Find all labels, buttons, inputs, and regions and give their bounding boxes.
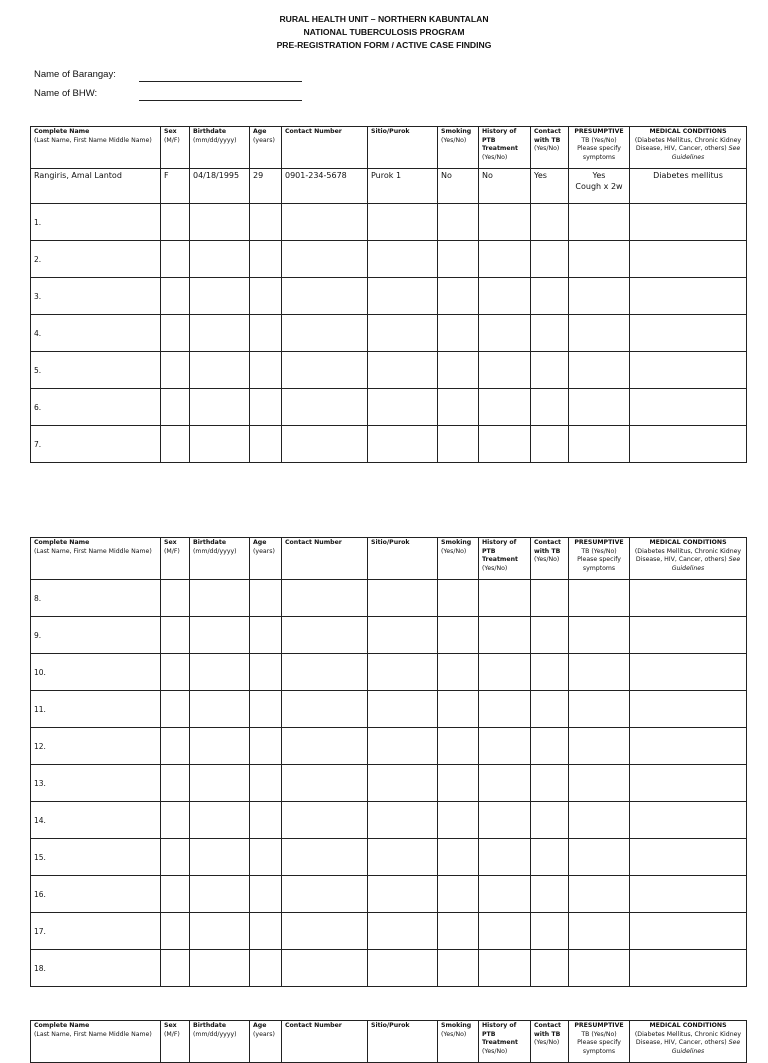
- col-name-header: Complete Name (Last Name, First Name Middle Name): [31, 127, 161, 169]
- col-birthdate-header: Birthdate (mm/dd/yyyy): [190, 1021, 250, 1063]
- col-smoking-header: Smoking (Yes/No): [438, 1021, 479, 1063]
- row-cell[interactable]: [569, 389, 630, 426]
- row-cell[interactable]: [438, 802, 479, 839]
- row-cell[interactable]: [368, 913, 438, 950]
- row-cell[interactable]: [250, 913, 282, 950]
- row-name-cell[interactable]: [31, 278, 161, 315]
- table-row: [31, 839, 747, 876]
- row-cell[interactable]: [368, 315, 438, 352]
- row-cell[interactable]: [282, 204, 368, 241]
- table-row: [31, 389, 747, 426]
- row-cell[interactable]: [569, 728, 630, 765]
- row-cell[interactable]: [190, 950, 250, 987]
- row-cell[interactable]: [282, 426, 368, 463]
- row-cell[interactable]: [569, 204, 630, 241]
- table-row: [31, 876, 747, 913]
- row-cell[interactable]: [531, 617, 569, 654]
- row-cell[interactable]: [161, 654, 190, 691]
- row-cell[interactable]: [282, 389, 368, 426]
- col-history-header: History of PTB Treatment (Yes/No): [479, 538, 531, 580]
- row-cell[interactable]: [368, 691, 438, 728]
- row-cell[interactable]: [282, 278, 368, 315]
- row-cell[interactable]: [368, 617, 438, 654]
- example-contact-tb[interactable]: Yes: [531, 169, 569, 204]
- row-cell[interactable]: [438, 352, 479, 389]
- row-cell[interactable]: [479, 876, 531, 913]
- row-cell[interactable]: [479, 617, 531, 654]
- col-presumptive-header: PRESUMPTIVE TB (Yes/No) Please specify symptoms: [569, 1021, 630, 1063]
- row-cell[interactable]: [190, 617, 250, 654]
- row-name-cell[interactable]: [31, 389, 161, 426]
- row-number: 11.: [34, 704, 46, 714]
- row-cell[interactable]: [282, 315, 368, 352]
- row-cell[interactable]: [250, 278, 282, 315]
- row-cell[interactable]: [282, 241, 368, 278]
- row-cell[interactable]: [250, 352, 282, 389]
- row-cell[interactable]: [438, 617, 479, 654]
- row-cell[interactable]: [630, 580, 747, 617]
- example-presumptive-answer: Yes: [592, 171, 606, 180]
- row-cell[interactable]: [250, 617, 282, 654]
- row-cell[interactable]: [190, 654, 250, 691]
- row-number: 12.: [34, 741, 46, 751]
- row-cell[interactable]: [630, 913, 747, 950]
- row-cell[interactable]: [190, 389, 250, 426]
- example-birthdate[interactable]: 04/18/1995: [190, 169, 250, 204]
- row-cell[interactable]: [569, 654, 630, 691]
- row-cell[interactable]: [569, 278, 630, 315]
- row-cell[interactable]: [161, 204, 190, 241]
- row-name-cell[interactable]: [31, 765, 161, 802]
- row-cell[interactable]: [479, 913, 531, 950]
- row-name-cell[interactable]: [31, 950, 161, 987]
- row-number: 9.: [34, 630, 42, 640]
- row-cell[interactable]: [438, 691, 479, 728]
- col-sitio-header: Sitio/Purok: [368, 127, 438, 169]
- row-cell[interactable]: [250, 950, 282, 987]
- row-name-cell[interactable]: [31, 913, 161, 950]
- row-cell[interactable]: [368, 728, 438, 765]
- example-presumptive-symptom: Cough x 2w: [575, 182, 623, 191]
- row-cell[interactable]: [282, 839, 368, 876]
- col-sex-header: Sex (M/F): [161, 127, 190, 169]
- row-cell[interactable]: [250, 654, 282, 691]
- row-number: 5.: [34, 365, 42, 375]
- row-number: 2.: [34, 254, 42, 264]
- row-cell[interactable]: [250, 728, 282, 765]
- row-cell[interactable]: [368, 426, 438, 463]
- row-cell[interactable]: [161, 691, 190, 728]
- row-cell[interactable]: [250, 876, 282, 913]
- header-line-3: PRE-REGISTRATION FORM / ACTIVE CASE FINDING: [276, 40, 492, 50]
- row-cell[interactable]: [190, 802, 250, 839]
- row-cell[interactable]: [368, 802, 438, 839]
- row-cell[interactable]: [479, 691, 531, 728]
- example-row: [31, 169, 747, 204]
- col-sitio-header: Sitio/Purok: [368, 1021, 438, 1063]
- table-row: [31, 204, 747, 241]
- row-cell[interactable]: [368, 241, 438, 278]
- row-name-cell[interactable]: [31, 691, 161, 728]
- row-cell[interactable]: [479, 204, 531, 241]
- row-cell[interactable]: [161, 352, 190, 389]
- row-cell[interactable]: [161, 765, 190, 802]
- row-cell[interactable]: [630, 728, 747, 765]
- row-cell[interactable]: [479, 241, 531, 278]
- row-cell[interactable]: [531, 913, 569, 950]
- example-presumptive[interactable]: [569, 169, 630, 204]
- row-cell[interactable]: [161, 617, 190, 654]
- row-cell[interactable]: [531, 315, 569, 352]
- table-row: [31, 278, 747, 315]
- row-cell[interactable]: [368, 876, 438, 913]
- row-cell[interactable]: [282, 950, 368, 987]
- row-cell[interactable]: [190, 278, 250, 315]
- row-cell[interactable]: [438, 765, 479, 802]
- row-cell[interactable]: [368, 352, 438, 389]
- row-cell[interactable]: [161, 876, 190, 913]
- row-cell[interactable]: [368, 389, 438, 426]
- table-row: [31, 765, 747, 802]
- row-cell[interactable]: [190, 839, 250, 876]
- row-cell[interactable]: [368, 839, 438, 876]
- row-cell[interactable]: [282, 654, 368, 691]
- row-cell[interactable]: [630, 278, 747, 315]
- row-cell[interactable]: [368, 950, 438, 987]
- row-cell[interactable]: [438, 876, 479, 913]
- col-presumptive-header: PRESUMPTIVE TB (Yes/No) Please specify symptoms: [569, 538, 630, 580]
- barangay-label: Name of Barangay:: [34, 69, 116, 80]
- row-number: 15.: [34, 852, 46, 862]
- col-age-header: Age (years): [250, 538, 282, 580]
- row-cell[interactable]: [438, 654, 479, 691]
- row-name-cell[interactable]: [31, 728, 161, 765]
- col-medical-header: MEDICAL CONDITIONS (Diabetes Mellitus, Chronic Kidney Disease, HIV, Cancer, others) See Guidelines: [630, 538, 747, 580]
- row-cell[interactable]: [161, 315, 190, 352]
- row-cell[interactable]: [531, 765, 569, 802]
- row-cell[interactable]: [250, 315, 282, 352]
- row-name-cell[interactable]: [31, 315, 161, 352]
- bhw-label: Name of BHW:: [34, 88, 98, 99]
- registration-table-1: [30, 126, 747, 463]
- col-smoking-header: Smoking (Yes/No): [438, 127, 479, 169]
- row-cell[interactable]: [479, 580, 531, 617]
- row-cell[interactable]: [531, 950, 569, 987]
- row-number: 4.: [34, 328, 42, 338]
- row-cell[interactable]: [569, 913, 630, 950]
- row-name-cell[interactable]: [31, 802, 161, 839]
- row-cell[interactable]: [630, 389, 747, 426]
- row-cell[interactable]: [531, 691, 569, 728]
- row-cell[interactable]: [569, 315, 630, 352]
- col-contact-header: Contact Number: [282, 1021, 368, 1063]
- row-cell[interactable]: [630, 839, 747, 876]
- row-cell[interactable]: [630, 617, 747, 654]
- bhw-line[interactable]: [139, 100, 302, 101]
- example-contact[interactable]: 0901-234-5678: [282, 169, 368, 204]
- example-sitio[interactable]: Purok 1: [368, 169, 438, 204]
- example-age[interactable]: 29: [250, 169, 282, 204]
- row-number: 17.: [34, 926, 46, 936]
- col-contact-tb-header: Contact with TB (Yes/No): [531, 1021, 569, 1063]
- col-birthdate-header: Birthdate (mm/dd/yyyy): [190, 127, 250, 169]
- row-cell[interactable]: [161, 580, 190, 617]
- row-cell[interactable]: [282, 876, 368, 913]
- row-cell[interactable]: [630, 950, 747, 987]
- row-cell[interactable]: [569, 839, 630, 876]
- row-cell[interactable]: [368, 654, 438, 691]
- table-row: [31, 426, 747, 463]
- col-birthdate-header: Birthdate (mm/dd/yyyy): [190, 538, 250, 580]
- row-number: 13.: [34, 778, 46, 788]
- row-name-cell[interactable]: [31, 580, 161, 617]
- row-name-cell[interactable]: [31, 876, 161, 913]
- row-cell[interactable]: [161, 839, 190, 876]
- col-contact-header: Contact Number: [282, 538, 368, 580]
- col-sex-header: Sex (M/F): [161, 1021, 190, 1063]
- table-row: [31, 352, 747, 389]
- row-cell[interactable]: [479, 352, 531, 389]
- row-cell[interactable]: [479, 389, 531, 426]
- row-cell[interactable]: [282, 617, 368, 654]
- row-name-cell[interactable]: [31, 426, 161, 463]
- row-name-cell[interactable]: [31, 654, 161, 691]
- row-cell[interactable]: [161, 241, 190, 278]
- row-cell[interactable]: [479, 950, 531, 987]
- row-cell[interactable]: [161, 913, 190, 950]
- row-cell[interactable]: [368, 580, 438, 617]
- row-cell[interactable]: [630, 765, 747, 802]
- row-cell[interactable]: [190, 204, 250, 241]
- col-name-header: Complete Name (Last Name, First Name Middle Name): [31, 538, 161, 580]
- row-cell[interactable]: [479, 765, 531, 802]
- row-cell[interactable]: [282, 580, 368, 617]
- row-cell[interactable]: [531, 876, 569, 913]
- row-cell[interactable]: [250, 389, 282, 426]
- row-cell[interactable]: [250, 204, 282, 241]
- row-cell[interactable]: [190, 913, 250, 950]
- row-cell[interactable]: [190, 241, 250, 278]
- col-age-header: Age (years): [250, 127, 282, 169]
- example-smoking[interactable]: No: [438, 169, 479, 204]
- table-row: [31, 691, 747, 728]
- row-cell[interactable]: [161, 950, 190, 987]
- row-cell[interactable]: [190, 876, 250, 913]
- table-header-row: [31, 1021, 747, 1063]
- row-cell[interactable]: [630, 691, 747, 728]
- col-smoking-header: Smoking (Yes/No): [438, 538, 479, 580]
- row-number: 10.: [34, 667, 46, 677]
- table-row: [31, 617, 747, 654]
- row-cell[interactable]: [630, 315, 747, 352]
- example-history[interactable]: No: [479, 169, 531, 204]
- row-cell[interactable]: [250, 426, 282, 463]
- registration-table-2: [30, 537, 747, 987]
- row-cell[interactable]: [438, 278, 479, 315]
- table-header-row: [31, 538, 747, 580]
- table-row: [31, 950, 747, 987]
- row-name-cell[interactable]: [31, 617, 161, 654]
- col-medical-header: MEDICAL CONDITIONS (Diabetes Mellitus, Chronic Kidney Disease, HIV, Cancer, others) See Guidelines: [630, 1021, 747, 1063]
- row-cell[interactable]: [438, 315, 479, 352]
- row-cell[interactable]: [161, 802, 190, 839]
- row-cell[interactable]: [531, 728, 569, 765]
- row-cell[interactable]: [569, 352, 630, 389]
- row-cell[interactable]: [531, 580, 569, 617]
- row-number: 1.: [34, 217, 42, 227]
- col-sitio-header: Sitio/Purok: [368, 538, 438, 580]
- row-cell[interactable]: [190, 765, 250, 802]
- form-header: [0, 13, 768, 52]
- row-cell[interactable]: [282, 802, 368, 839]
- row-cell[interactable]: [368, 204, 438, 241]
- row-cell[interactable]: [282, 691, 368, 728]
- row-cell[interactable]: [531, 426, 569, 463]
- row-cell[interactable]: [282, 352, 368, 389]
- col-presumptive-header: PRESUMPTIVE TB (Yes/No) Please specify symptoms: [569, 127, 630, 169]
- row-cell[interactable]: [479, 278, 531, 315]
- row-cell[interactable]: [250, 580, 282, 617]
- row-cell[interactable]: [479, 802, 531, 839]
- table-row: [31, 802, 747, 839]
- example-medical[interactable]: Diabetes mellitus: [630, 169, 747, 204]
- table-row: [31, 654, 747, 691]
- row-cell[interactable]: [190, 691, 250, 728]
- row-cell[interactable]: [250, 691, 282, 728]
- row-cell[interactable]: [190, 352, 250, 389]
- row-cell[interactable]: [438, 426, 479, 463]
- col-contact-tb-header: Contact with TB (Yes/No): [531, 127, 569, 169]
- row-cell[interactable]: [190, 315, 250, 352]
- row-cell[interactable]: [190, 426, 250, 463]
- row-cell[interactable]: [630, 426, 747, 463]
- row-cell[interactable]: [438, 950, 479, 987]
- row-cell[interactable]: [569, 802, 630, 839]
- row-number: 6.: [34, 402, 42, 412]
- row-cell[interactable]: [569, 426, 630, 463]
- row-cell[interactable]: [531, 204, 569, 241]
- row-cell[interactable]: [569, 950, 630, 987]
- row-cell[interactable]: [161, 389, 190, 426]
- row-cell[interactable]: [368, 278, 438, 315]
- row-number: 8.: [34, 593, 42, 603]
- row-cell[interactable]: [438, 580, 479, 617]
- row-number: 7.: [34, 439, 42, 449]
- row-cell[interactable]: [630, 876, 747, 913]
- table-row: [31, 728, 747, 765]
- col-medical-header: MEDICAL CONDITIONS (Diabetes Mellitus, Chronic Kidney Disease, HIV, Cancer, others) See Guidelines: [630, 127, 747, 169]
- table-row: [31, 241, 747, 278]
- row-cell[interactable]: [438, 204, 479, 241]
- col-sex-header: Sex (M/F): [161, 538, 190, 580]
- row-cell[interactable]: [569, 241, 630, 278]
- row-cell[interactable]: [630, 241, 747, 278]
- row-cell[interactable]: [479, 839, 531, 876]
- row-name-cell[interactable]: [31, 241, 161, 278]
- row-name-cell[interactable]: [31, 352, 161, 389]
- row-name-cell[interactable]: [31, 204, 161, 241]
- row-cell[interactable]: [438, 839, 479, 876]
- row-cell[interactable]: [569, 765, 630, 802]
- row-cell[interactable]: [250, 839, 282, 876]
- row-cell[interactable]: [250, 765, 282, 802]
- col-contact-tb-header: Contact with TB (Yes/No): [531, 538, 569, 580]
- row-cell[interactable]: [250, 241, 282, 278]
- table-header-row: [31, 127, 747, 169]
- row-cell[interactable]: [531, 654, 569, 691]
- header-line-2: NATIONAL TUBERCULOSIS PROGRAM: [303, 27, 465, 37]
- row-cell[interactable]: [190, 728, 250, 765]
- row-cell[interactable]: [531, 802, 569, 839]
- row-cell[interactable]: [161, 728, 190, 765]
- row-cell[interactable]: [479, 426, 531, 463]
- col-contact-header: Contact Number: [282, 127, 368, 169]
- col-history-header: History of PTB Treatment (Yes/No): [479, 1021, 531, 1063]
- row-number: 18.: [34, 963, 46, 973]
- row-name-cell[interactable]: [31, 839, 161, 876]
- row-cell[interactable]: [368, 765, 438, 802]
- row-cell[interactable]: [531, 241, 569, 278]
- row-cell[interactable]: [479, 315, 531, 352]
- row-cell[interactable]: [479, 728, 531, 765]
- row-cell[interactable]: [190, 580, 250, 617]
- row-cell[interactable]: [531, 278, 569, 315]
- row-cell[interactable]: [569, 691, 630, 728]
- row-cell[interactable]: [531, 352, 569, 389]
- table-row: [31, 315, 747, 352]
- row-cell[interactable]: [569, 580, 630, 617]
- example-sex[interactable]: F: [161, 169, 190, 204]
- row-cell[interactable]: [531, 839, 569, 876]
- row-cell[interactable]: [569, 876, 630, 913]
- row-number: 3.: [34, 291, 42, 301]
- row-cell[interactable]: [282, 728, 368, 765]
- row-cell[interactable]: [531, 389, 569, 426]
- example-name[interactable]: Rangiris, Amal Lantod: [31, 169, 161, 204]
- row-number: 16.: [34, 889, 46, 899]
- table-row: [31, 580, 747, 617]
- col-age-header: Age (years): [250, 1021, 282, 1063]
- row-number: 14.: [34, 815, 46, 825]
- barangay-line[interactable]: [139, 81, 302, 82]
- row-cell[interactable]: [250, 802, 282, 839]
- row-cell[interactable]: [630, 352, 747, 389]
- row-cell[interactable]: [630, 654, 747, 691]
- row-cell[interactable]: [569, 617, 630, 654]
- row-cell[interactable]: [630, 204, 747, 241]
- row-cell[interactable]: [438, 728, 479, 765]
- row-cell[interactable]: [161, 278, 190, 315]
- row-cell[interactable]: [438, 389, 479, 426]
- row-cell[interactable]: [479, 654, 531, 691]
- table-row: [31, 913, 747, 950]
- row-cell[interactable]: [630, 802, 747, 839]
- row-cell[interactable]: [438, 913, 479, 950]
- row-cell[interactable]: [282, 913, 368, 950]
- header-line-1: RURAL HEALTH UNIT – NORTHERN KABUNTALAN: [279, 14, 489, 24]
- row-cell[interactable]: [282, 765, 368, 802]
- col-name-header: Complete Name (Last Name, First Name Middle Name): [31, 1021, 161, 1063]
- col-history-header: History of PTB Treatment (Yes/No): [479, 127, 531, 169]
- row-cell[interactable]: [438, 241, 479, 278]
- registration-table-3: [30, 1020, 747, 1063]
- row-cell[interactable]: [161, 426, 190, 463]
